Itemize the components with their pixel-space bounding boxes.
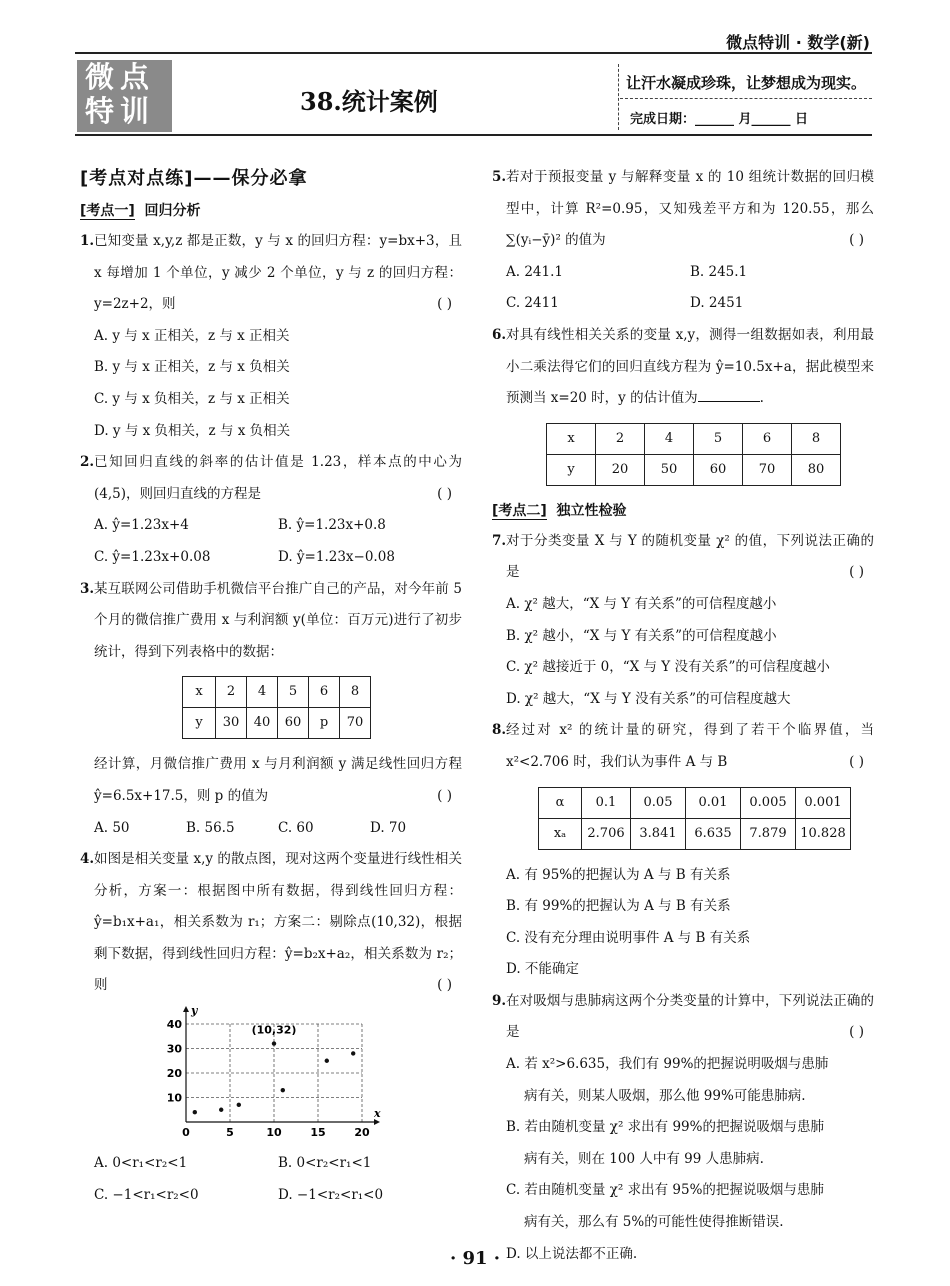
q9-option-c: C. 若由随机变量 χ² 求出有 95%的把握说吸烟与患肺 (506, 1182, 824, 1199)
motto: 让汗水凝成珍珠，让梦想成为现实。 (626, 74, 867, 92)
q5-answer-paren: ( ) (849, 232, 864, 249)
kp1-tag: [考点一] (80, 203, 135, 219)
kp2-heading (492, 496, 874, 526)
q3-cell: 4 (247, 677, 278, 708)
kp2-tag: [考点二] (492, 502, 547, 519)
x-tick-label: 5 (226, 1126, 234, 1140)
q8-cell: 6.635 (686, 818, 741, 849)
question-7 (492, 526, 874, 589)
scatter-point (351, 1051, 355, 1055)
scatter-point (219, 1108, 223, 1112)
q8-cell: xₐ (539, 818, 582, 849)
question-1 (80, 226, 462, 321)
scatter-point (193, 1110, 197, 1114)
q9-answer-paren: ( ) (849, 1024, 864, 1041)
x-tick-label: 15 (310, 1126, 326, 1140)
q3-option-a: A. 50 (94, 819, 130, 836)
left-column (80, 162, 462, 1211)
scatter-plot (150, 1004, 390, 1144)
y-axis-arrow (183, 1006, 189, 1012)
q9-option-c-cont: 病有关，那么有 5%的可能性使得推断错误. (524, 1214, 784, 1231)
q1-option-a: A. y 与 x 正相关，z 与 x 正相关 (94, 327, 290, 344)
q9-option-d: D. 以上说法都不正确. (506, 1245, 638, 1262)
q3-cell: 30 (216, 708, 247, 739)
q5-number: 5. (492, 169, 507, 185)
point-annotation: (10,32) (251, 1023, 297, 1037)
q2-number: 2. (80, 454, 95, 471)
q8-option-d: D. 不能确定 (506, 961, 579, 978)
q5-option-b: B. 245.1 (690, 263, 748, 280)
q8-text: 经过对 x² 的统计量的研究，得到了若干个临界值，当 x²<2.706 时，我们认为事件 A 与 B (506, 722, 874, 770)
q6-text: 对具有线性相关关系的变量 x,y，测得一组数据如表，利用最小二乘法得它们的回归直线方程为 ŷ=10.5x+a，据此模型来预测当 x=20 时，y 的估计值为 (506, 326, 874, 407)
q3-cell: p (309, 708, 340, 739)
q8-table (538, 787, 851, 850)
q5-option-c: C. 2411 (506, 295, 559, 312)
badge (77, 60, 172, 132)
q6-cell: 60 (694, 454, 743, 485)
q6-number: 6. (492, 326, 507, 343)
q3-option-c: C. 60 (278, 819, 314, 836)
page-number: · 91 · (449, 1248, 501, 1269)
q3-cell: 2 (216, 677, 247, 708)
q4-option-c: C. −1<r₁<r₂<0 (94, 1186, 199, 1203)
scatter-point (281, 1088, 285, 1092)
q1-text: 已知变量 x,y,z 都是正数，y 与 x 的回归方程：y=bx+3，且 x 每增加 1 个单位，y 减少 2 个单位，y 与 z 的回归方程：y=2z+2，则 (94, 233, 462, 313)
q8-cell: α (539, 787, 582, 818)
q3-cell: 8 (340, 677, 371, 708)
q6-cell: 8 (792, 423, 841, 454)
q6-cell: 50 (645, 454, 694, 485)
y-tick-label: 40 (166, 1018, 182, 1032)
q6-cell: 4 (645, 423, 694, 454)
q9-option-a: A. 若 x²>6.635，我们有 99%的把握说明吸烟与患肺 (506, 1056, 829, 1073)
x-tick-label: 0 (182, 1126, 190, 1140)
kp1-name: 回归分析 (144, 203, 201, 219)
q5-option-d: D. 2451 (690, 295, 744, 312)
q3-text-2: 经计算，月微信推广费用 x 与月利润额 y 满足线性回归方程 ŷ=6.5x+17.5，则 p 的值为 (94, 756, 462, 804)
section-title: [考点对点练]——保分必拿 (80, 168, 308, 189)
q7-option-d: D. χ² 越大，“X 与 Y 没有关系”的可信程度越大 (506, 690, 791, 707)
q8-answer-paren: ( ) (849, 753, 864, 770)
q8-cell: 0.1 (582, 787, 631, 818)
x-tick-label: 10 (266, 1126, 282, 1140)
q3-cell: 70 (340, 708, 371, 739)
q1-option-d: D. y 与 x 负相关，z 与 x 负相关 (94, 422, 291, 439)
q3-cell: 60 (278, 708, 309, 739)
lesson-title: 38.统计案例 (300, 87, 438, 116)
header-rule-bottom (75, 134, 872, 136)
q8-cell: 2.706 (582, 818, 631, 849)
q8-number: 8. (492, 722, 507, 739)
scatter-point (272, 1041, 276, 1045)
q4-option-a: A. 0<r₁<r₂<1 (94, 1155, 188, 1172)
q9-text: 在对吸烟与患肺病这两个分类变量的计算中，下列说法正确的是 (506, 992, 874, 1041)
q6-cell: 80 (792, 454, 841, 485)
header-divider (618, 64, 619, 130)
question-3 (80, 574, 462, 669)
q6-answer-blank[interactable] (698, 387, 760, 402)
q8-option-a: A. 有 95%的把握认为 A 与 B 有关系 (506, 866, 731, 883)
q7-option-b: B. χ² 越小，“X 与 Y 有关系”的可信程度越小 (506, 627, 777, 644)
x-axis-label: x (374, 1107, 381, 1121)
y-tick-label: 20 (166, 1067, 182, 1081)
header-rule-top (75, 52, 872, 54)
q2-option-d: D. ŷ=1.23x−0.08 (278, 548, 395, 565)
q4-option-d: D. −1<r₂<r₁<0 (278, 1186, 384, 1203)
q9-option-b: B. 若由随机变量 χ² 求出有 99%的把握说吸烟与患肺 (506, 1119, 824, 1136)
q1-answer-paren: ( ) (437, 296, 452, 313)
q8-cell: 10.828 (796, 818, 851, 849)
q2-option-b: B. ŷ=1.23x+0.8 (278, 517, 386, 534)
y-axis-label: y (191, 1004, 198, 1018)
q6-cell: 70 (743, 454, 792, 485)
q9-number: 9. (492, 992, 507, 1009)
q1-option-b: B. y 与 x 正相关，z 与 x 负相关 (94, 359, 290, 376)
q8-cell: 7.879 (741, 818, 796, 849)
q6-cell: 5 (694, 423, 743, 454)
y-tick-label: 30 (166, 1042, 182, 1056)
q8-option-b: B. 有 99%的把握认为 A 与 B 有关系 (506, 898, 731, 915)
q3-number: 3. (80, 580, 95, 597)
badge-line-1: 微点 (85, 60, 156, 94)
q7-answer-paren: ( ) (849, 564, 864, 581)
q9-option-b-cont: 病有关，则在 100 人中有 99 人患肺病. (524, 1150, 764, 1167)
q6-table (546, 423, 841, 486)
y-tick-label: 10 (166, 1091, 182, 1105)
question-4 (80, 844, 462, 1002)
right-column (492, 162, 874, 1270)
q3-text: 某互联网公司借助手机微信平台推广自己的产品，对今年前 5 个月的微信推广费用 x 与利润额 y(单位：百万元)进行了初步统计，得到下列表格中的数据： (94, 580, 462, 660)
q7-option-a: A. χ² 越大，“X 与 Y 有关系”的可信程度越小 (506, 595, 777, 612)
series-title: 微点特训 · 数学(新) (726, 33, 870, 52)
q3-option-b: B. 56.5 (186, 819, 235, 836)
q7-text: 对于分类变量 X 与 Y 的随机变量 χ² 的值，下列说法正确的是 (506, 532, 874, 581)
badge-line-2: 特训 (85, 94, 156, 128)
q4-option-b: B. 0<r₂<r₁<1 (278, 1155, 372, 1172)
q9-option-a-cont: 病有关，则某人吸烟，那么他 99%可能患肺病. (524, 1087, 806, 1104)
scatter-point (325, 1059, 329, 1063)
q8-cell: 0.001 (796, 787, 851, 818)
q6-cell: y (547, 454, 596, 485)
q3-table (182, 676, 371, 739)
q4-number: 4. (80, 851, 95, 868)
q8-cell: 0.05 (631, 787, 686, 818)
q2-answer-paren: ( ) (437, 485, 452, 502)
q8-cell: 3.841 (631, 818, 686, 849)
q5-text: 若对于预报变量 y 与解释变量 x 的 10 组统计数据的回归模型中，计算 R²=0.95，又知残差平方和为 120.55，那么 ∑(yᵢ−ȳ)² 的值为 (506, 169, 874, 249)
motto-rule (620, 98, 872, 99)
q3-cell: y (183, 708, 216, 739)
q6-tail: . (759, 390, 764, 407)
scatter-point (237, 1103, 241, 1107)
q8-option-c: C. 没有充分理由说明事件 A 与 B 有关系 (506, 929, 751, 946)
q6-cell: x (547, 423, 596, 454)
q6-cell: 20 (596, 454, 645, 485)
q8-cell: 0.005 (741, 787, 796, 818)
question-6 (492, 320, 874, 415)
q2-text: 已知回归直线的斜率的估计值是 1.23，样本点的中心为(4,5)，则回归直线的方程是 (94, 454, 462, 502)
question-9 (492, 986, 874, 1049)
kp2-name: 独立性检验 (556, 502, 627, 519)
kp1-heading (80, 196, 462, 226)
q7-option-c: C. χ² 越接近于 0，“X 与 Y 没有关系”的可信程度越小 (506, 659, 830, 676)
q3-cell: x (183, 677, 216, 708)
question-2 (80, 447, 462, 510)
completion-date: 完成日期：______ 月______ 日 (630, 112, 809, 127)
x-tick-label: 20 (354, 1126, 370, 1140)
q5-option-a: A. 241.1 (506, 263, 563, 280)
q3-cell: 6 (309, 677, 340, 708)
q8-cell: 0.01 (686, 787, 741, 818)
q3-cell: 40 (247, 708, 278, 739)
q3-answer-paren: ( ) (437, 787, 452, 804)
q4-text: 如图是相关变量 x,y 的散点图，现对这两个变量进行线性相关分析，方案一：根据图中所有数据，得到线性回归方程：ŷ=b₁x+a₁，相关系数为 r₁；方案二：剔除点(10,32)，根据剩下数据，得到线性回归方程：ŷ=b₂x+a₂，相关系数为 r₂；则 (94, 851, 462, 994)
question-8 (492, 715, 874, 778)
q1-option-c: C. y 与 x 负相关，z 与 x 正相关 (94, 390, 290, 407)
question-5 (492, 162, 874, 257)
q2-option-a: A. ŷ=1.23x+4 (94, 517, 189, 534)
q7-number: 7. (492, 532, 507, 549)
q2-option-c: C. ŷ=1.23x+0.08 (94, 548, 211, 565)
q1-number: 1. (80, 233, 95, 249)
q4-answer-paren: ( ) (437, 977, 452, 994)
q6-cell: 6 (743, 423, 792, 454)
q3-cell: 5 (278, 677, 309, 708)
q6-cell: 2 (596, 423, 645, 454)
q3-option-d: D. 70 (370, 819, 407, 836)
